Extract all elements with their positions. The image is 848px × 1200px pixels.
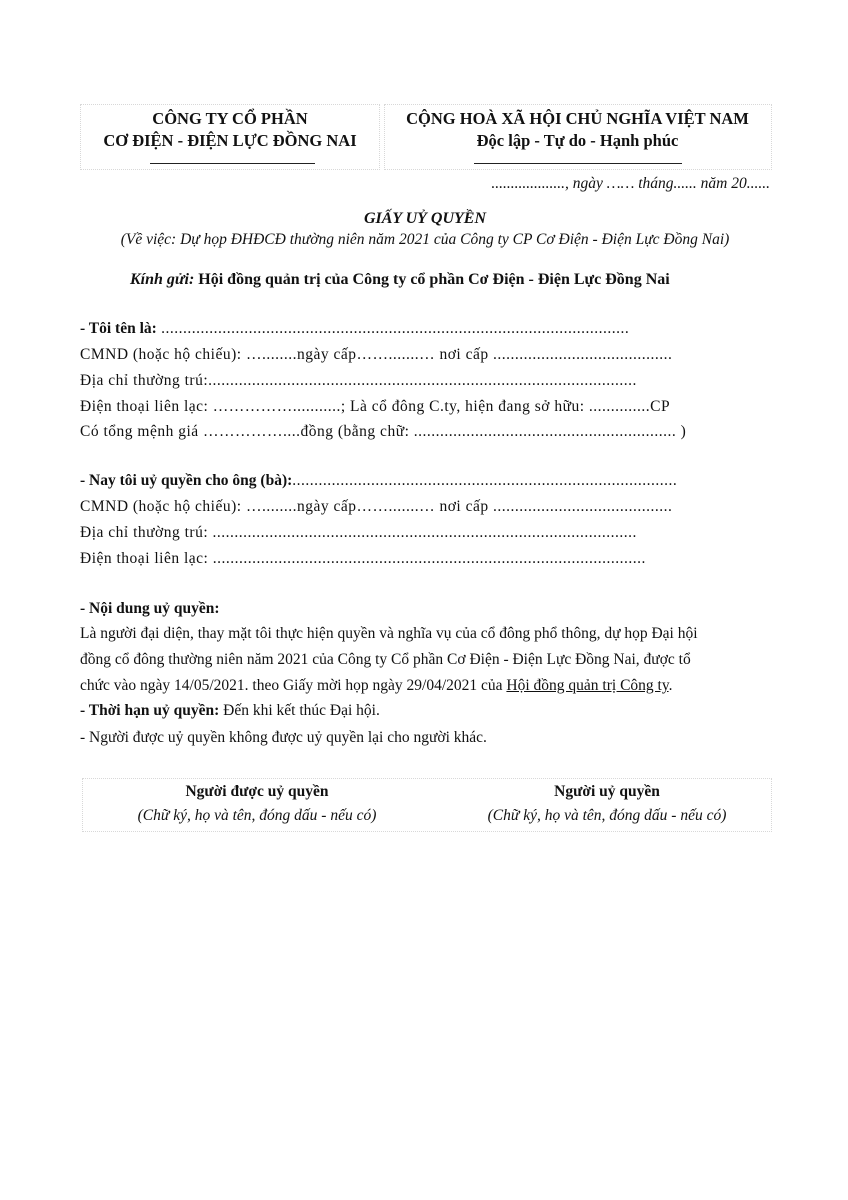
content-body-line2: đồng cổ đông thường niên năm 2021 của Công ty Cổ phần Cơ Điện - Điện Lực Đồng Nai, được tổ [80, 651, 691, 668]
no-reassign-note: - Người được uỷ quyền không được uỷ quyền lại cho người khác. [80, 729, 487, 746]
grantor-name-label: - Tôi tên là: [80, 320, 157, 337]
addressee-value: Hội đồng quản trị của Công ty cổ phần Cơ Điện - Điện Lực Đồng Nai [198, 271, 670, 288]
grantee-address-line[interactable]: Địa chỉ thường trú: ................................................................................................. [80, 524, 637, 541]
grantor-phone-line[interactable]: Điện thoại liên lạc: ……………...........; Là cổ đông C.ty, hiện đang sở hữu: ..............CP [80, 398, 671, 415]
grantee-signature-note: (Chữ ký, họ và tên, đóng dấu - nếu có) [137, 807, 377, 824]
grantee-signature-block [82, 780, 432, 828]
grantee-phone-line[interactable]: Điện thoại liên lạc: ................................................................................................... [80, 550, 646, 567]
national-motto-underline [474, 163, 682, 164]
content-label: - Nội dung uỷ quyền: [80, 600, 220, 617]
national-motto: Độc lập - Tự do - Hạnh phúc [476, 131, 679, 150]
grantee-name-line [80, 470, 677, 492]
grantor-id-line[interactable]: CMND (hoặc hộ chiếu): …........ngày cấp…….......… nơi cấp ......................................... [80, 346, 673, 363]
grantor-signature-title: Người uỷ quyền [554, 783, 660, 800]
company-name-line1: CÔNG TY CỔ PHẦN [152, 109, 308, 128]
grantee-name-label: - Nay tôi uỷ quyền cho ông (bà): [80, 472, 293, 489]
grantor-signature-note: (Chữ ký, họ và tên, đóng dấu - nếu có) [487, 807, 727, 824]
grantee-name-field[interactable]: ........................................................................................ [292, 472, 678, 489]
duration-line [80, 700, 380, 722]
grantee-id-line[interactable]: CMND (hoặc hộ chiếu): …........ngày cấp…….......… nơi cấp ......................................... [80, 498, 673, 515]
national-motto-block [385, 108, 770, 152]
document-title: GIẤY UỶ QUYỀN [363, 210, 487, 227]
document-subject: (Về việc: Dự họp ĐHĐCĐ thường niên năm 2021 của Công ty CP Cơ Điện - Điện Lực Đồng Nai) [120, 231, 730, 248]
grantee-signature-title: Người được uỷ quyền [185, 783, 329, 800]
company-name-block [80, 108, 380, 152]
grantor-signature-block [432, 780, 782, 828]
national-title: CỘNG HOÀ XÃ HỘI CHỦ NGHĨA VIỆT NAM [406, 109, 749, 128]
content-body-line3 [80, 675, 672, 697]
grantor-name-field[interactable]: ........................................................................................................... [156, 320, 630, 337]
board-link[interactable]: Hội đồng quản trị Công ty [506, 677, 669, 694]
company-name-underline [150, 163, 315, 164]
addressee-line [130, 271, 670, 289]
duration-label: - Thời hạn uỷ quyền: [80, 702, 220, 719]
grantor-address-line[interactable]: Địa chỉ thường trú:.................................................................................................. [80, 372, 637, 389]
addressee-label: Kính gửi: [130, 271, 195, 288]
grantor-value-line[interactable]: Có tổng mệnh giá ……………....đồng (bằng chữ: ............................................................ ) [80, 423, 687, 440]
duration-value: Đến khi kết thúc Đại hội. [219, 702, 380, 719]
content-body-line3-end: . [668, 677, 673, 694]
company-name-line2: CƠ ĐIỆN - ĐIỆN LỰC ĐỒNG NAI [103, 131, 357, 150]
content-body-line1: Là người đại diện, thay mặt tôi thực hiện quyền và nghĩa vụ của cổ đông phổ thông, dự họp Đại hội [80, 625, 698, 642]
content-body-line3-text: chức vào ngày 14/05/2021. theo Giấy mời họp ngày 29/04/2021 của [80, 677, 507, 694]
date-line: ..................., ngày …… tháng...... năm 20...... [491, 175, 770, 192]
grantor-name-line [80, 318, 629, 340]
